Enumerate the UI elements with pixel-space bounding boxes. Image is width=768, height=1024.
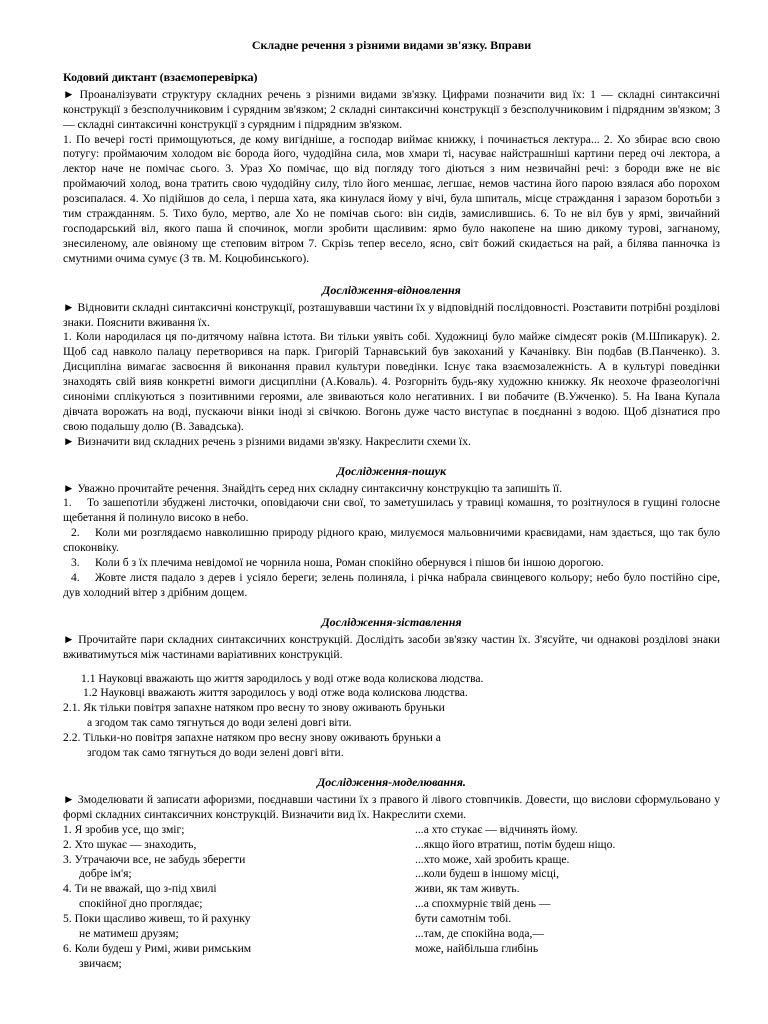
right-column-line: живи, як там живуть. xyxy=(415,882,520,896)
right-column-line: ...якщо його втратиш, потім будеш ніщо. xyxy=(415,837,616,851)
left-column-line: 4. Ти не вважай, що з-під хвилі xyxy=(63,882,217,896)
task-text: ► Проаналізувати структуру складних речень з різними видами зв'язку. Цифрами позначити вид їх: 1 — складні синтаксичні конструкції з безсполучниковим і сурядним зв'язком; 2 складні синтаксичні конструкції з безсполучниковим і підрядним зв'язком; 3 — складні синтаксичні конструкції з сурядним і підрядним зв'язком. xyxy=(63,87,720,131)
task-text: ► Змоделювати й записати афоризми, поєднавши частини їх з правого й лівого стовпчиків. Довести, що вислови сформульовано у формі складних синтаксичних конструкцій. Визначити вид їх. Накреслити схеми. xyxy=(63,792,720,821)
left-column-line: не матимеш друзям; xyxy=(79,927,179,941)
right-column-line: ...там, де спокійна вода,— xyxy=(415,927,544,941)
list-item: 3. Коли б з їх плечима невідомої не чорнила ноша, Роман спокійно обернувся і пішов би іншою дорогою. xyxy=(71,556,604,570)
right-column-line: може, найбільша глибінь xyxy=(415,941,539,955)
right-column-line: ...а спохмурніє твій день — xyxy=(415,897,551,911)
right-column-line: бути самотнім тобі. xyxy=(415,912,512,926)
pair-line: 2.2. Тільки-но повітря запахне натяком про весну знову оживають бруньки а xyxy=(63,731,441,745)
left-column-line: звичаєм; xyxy=(79,956,122,970)
pair-line: 1.2 Науковці вважають життя зародилось у воді отже вода колискова людства. xyxy=(83,686,468,700)
task-text: ► Уважно прочитайте речення. Знайдіть серед них складну синтаксичну конструкцію та запишіть її. xyxy=(63,481,563,495)
task-text: ► Визначити вид складних речень з різними видами зв'язку. Накреслити схеми їх. xyxy=(63,434,471,448)
section-heading: Дослідження-відновлення xyxy=(322,282,461,297)
document-page xyxy=(63,38,720,972)
right-column-line xyxy=(415,957,720,972)
left-column-line: спокійної дно проглядає; xyxy=(79,897,203,911)
list-item: 1. То зашепотіли збуджені листочки, оповідаючи сни свої, то заметушилась у травиці комашня, то розітнулося в гущині голосне щебетання й полинуло високо в небо. xyxy=(63,496,720,525)
section-heading: Дослідження-зіставлення xyxy=(321,614,462,629)
left-column-line: добре ім'я; xyxy=(79,867,132,881)
left-column-line: 5. Поки щасливо живеш, то й рахунку xyxy=(63,912,251,926)
list-item: 4. Жовте листя падало з дерев і усіяло береги; зелень полиняла, і річка набрала свинцевого кольору; небо було постійно сіре, дув холодний вітер з дрібним дощем. xyxy=(63,571,720,599)
section-heading: Кодовий диктант (взаємоперевірка) xyxy=(63,69,258,84)
right-column-line: ...коли будеш в іншому місці, xyxy=(415,867,560,881)
pair-line: 2.1. Як тільки повітря запахне натяком про весну то знову оживають бруньки xyxy=(63,701,445,715)
right-column-line: ...а хто стукає — відчинять йому. xyxy=(415,822,578,836)
list-item: 2. Коли ми розглядаємо навколишню природу рідного краю, милуємося мальовничими краєвидами, нам здається, що так було споконвіку. xyxy=(63,526,720,555)
aphorism-columns xyxy=(63,823,720,972)
task-text: ► Відновити складні синтаксичні конструкції, розташувавши частини їх у відповідній послідовності. Розставити потрібні розділові знаки. Пояснити вживання їх. xyxy=(63,300,720,329)
page-title: Складне речення з різними видами зв'язку. Вправи xyxy=(251,38,532,52)
pair-line: 1.1 Науковці вважають що життя зародилось у воді отже вода колискова людства. xyxy=(81,671,484,685)
left-column-line: 2. Хто шукає — знаходить, xyxy=(63,837,197,851)
left-column-line: 3. Утрачаючи все, не забудь зберегти xyxy=(63,852,246,866)
pair-line: згодом так само тягнуться до води зелені довгі віти. xyxy=(87,746,344,760)
section-heading: Дослідження-пошук xyxy=(336,463,447,478)
right-column-line: ...хто може, хай зробить краще. xyxy=(415,852,570,866)
left-column-line: 1. Я зробив усе, що зміг; xyxy=(63,822,185,836)
exercise-text: 1. По вечері гості примощуються, де кому вигідніше, а господар виймає книжку, і починається лектура... 2. Хо збирає всю свою потугу: проймаючим холодом віє борода його, чудодійна сила, мов хмари ті, насуває найстрашніші картини перед очі лектора, а лектор наче не помічає сього. 3. Ураз Хо помічає, що від погляду того діються з ним незвичайні речі: з бороди вже не віє проймаючий холод, вона тратить свою чудодійну силу, тіло його меншає, легшає, немов частина його парою взялася або порохом розсипалася. 4. Хо підійшов до села, і перша хата, яка кинулася йому у вічі, була шпиталь, місце страждання і заразом боротьби з тим стражданням. 5. Тихо було, мертво, але Хо не помічав сього: він сидів, замислившись. 6. То не віл був у ярмі, звичайний господарський віл, якого паша й спочинок, могли зробити щасливим: ярмо було накопене на шию дикому турові, загнаному, знесиленому, але овіяному ще степовим вітром 7. Скрізь тепер весело, ясно, світ божий скидається на рай, а білява панночка із смутними очима сумує (З тв. М. Коцюбинського). xyxy=(63,132,720,265)
pair-line: а згодом так само тягнуться до води зелені довгі віти. xyxy=(87,716,352,730)
exercise-text: 1. Коли народилася ця по-дитячому наївна істота. Ви тільки уявіть собі. Художниці було майже сімдесят років (М.Шпикарук). 2. Щоб сад навколо палацу перетворився на парк. Григорій Тарнавський був закоханий у Качанівку. Він подбав (В.Панченко). 3. Дисципліна вимагає засвоєння й виконання правил культури поведінки. Існує така взаємозалежність. А в культурі поведінки знаходять свій вияв конкретні вимоги дисципліни (А.Коваль). 4. Розгорніть будь-яку художню книжку. Як неохоче фразеологічні синоніми сплікуються з позитивними героями, але звиваються коло негативних. І ви побачите (В.Ужченко). 5. На Івана Купала дівчата ворожать на воді, пускаючи вінки іноді зі свічкою. Вогонь дуже часто виступає в поєднанні з водою. Щоб дізнатися про свою подальшу долю (В. Завадська). xyxy=(63,330,720,433)
task-text: ► Прочитайте пари складних синтаксичних конструкцій. Дослідіть засоби зв'язку частин їх. З'ясуйте, чи однакові розділові знаки вживатимуться між частинами варіативних конструкцій. xyxy=(63,632,720,661)
left-column-line: 6. Коли будеш у Римі, живи римським xyxy=(63,941,252,955)
section-heading: Дослідження-моделювання. xyxy=(317,774,466,789)
